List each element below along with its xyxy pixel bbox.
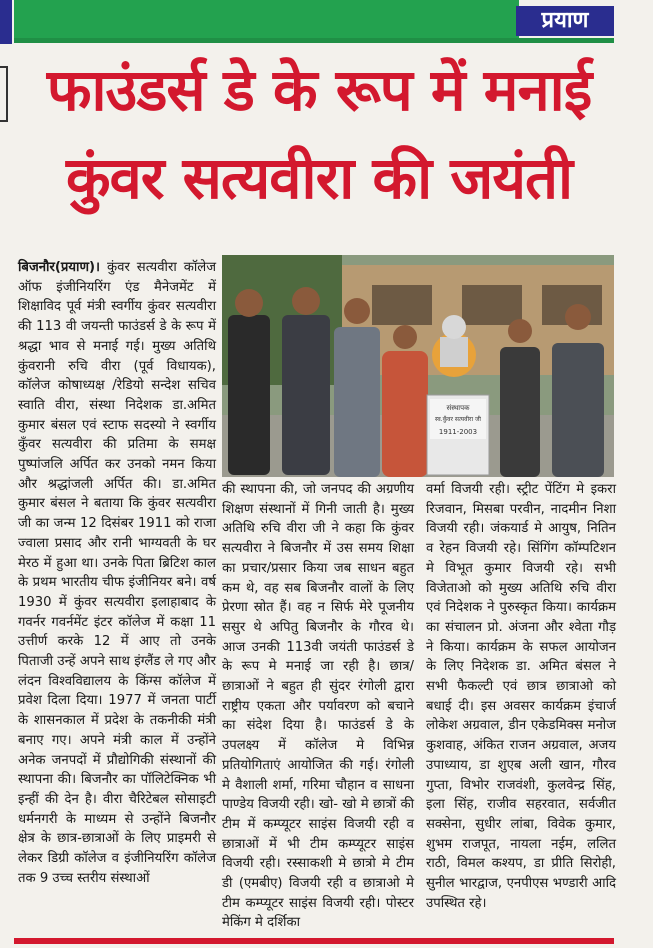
masthead-green-strip <box>14 0 519 38</box>
headline-line-2: कुंवर सत्यवीरा की जयंती <box>65 144 573 212</box>
headline-line-1: फाउंडर्स डे के रूप में मनाई <box>46 56 592 124</box>
column-bracket <box>0 66 8 122</box>
headline <box>14 46 624 222</box>
masthead-bar <box>0 0 653 44</box>
plaque-line-3: 1911-2003 <box>438 428 478 436</box>
article-column-3: वर्मा विजयी रही। स्ट्रीट पेंटिंग मे इकरा रिजवान, मिसबा परवीन, नादमीन निशा विजयी रही। जंकयार्ड मे आयुष, नितिन व रेहन विजयी रहे। सिंगिंग कॉम्पटिशन मे विभूत कुमार विजयी रहे। सभी विजेताओ को मुख्य अतिथि रुचि वीरा एवं निदेशक ने पुरुस्कृत किया। कार्यक्रम का संचालन प्रो. अंजना और श्वेता गौड़ ने किया। कार्यक्रम के सफल आयोजन के लिए निदेशक डा. अमित बंसल ने सभी फैकल्टी एवं छात्र छात्राओ को बधाई दी। इस अवसर कार्यक्रम इंचार्ज लोकेश अग्रवाल, डीन एकेडमिक्स मनोज कुशवाह, अंकित राजन अग्रवाल, अजय उपाध्याय, डा शुएब अली खान, गौरव गुप्ता, विभोर राजवंशी, कुलवेन्द्र सिंह, इला सिंह, राजीव सहरवात, सर्वजीत सक्सेना, सुधीर लांबा, विवेक कुमार, शुभम राजपूत, नायला नईम, ललित राठी, विमल कश्यप, डा प्रीति सिरोही, सुनील भारद्वाज, एनपीएस भण्डारी आदि उपस्थित रहे। <box>426 482 616 911</box>
event-photo <box>222 255 614 477</box>
plaque-line-2: स्व.कुँवर सत्यवीरा जी <box>435 416 481 423</box>
section-tag: प्रयाण <box>516 6 614 36</box>
article-column-2: की स्थापना की, जो जनपद की अग्रणीय शिक्षण संस्थानों में गिनी जाती है। मुख्य अतिथि रुचि वीरा जी ने कहा कि कुंवर सत्यवीरा ने बिजनौर में उस समय शिक्षा का प्रचार/प्रसार किया जब साधन बहुत कम थे, वह सब बिजनौर वालों के लिए प्रेरणा स्रोत हैं। वह न सिर्फ मेरे पूजनीय ससुर थे अपितु बिजनौर के गौरव थे। आज उनकी 113वी जयंती फाउंडर्स डे के रूप मे मनाई जा रही है। छात्र/छात्राओं ने बहुत ही सुंदर रंगोली द्वारा राष्ट्रीय एकता और पर्यावरण को बचाने का संदेश दिया है। फाउंडर्स डे के उपलक्ष्य में कॉलेज मे विभिन्न प्रतियोगिताएं आयोजित की गई। रंगोली मे वैशाली शर्मा, गरिमा चौहान व साधना पाण्डेय विजयी रही। खो- खो मे छात्रों की टीम में कम्प्यूटर साइंस विजयी रही व छात्राओं में भी टीम कम्प्यूटर साइंस विजयी रही। रस्साकशी मे छात्रो मे टीम डी (एमबीए) विजयी रही व छात्राओ मे टीम कम्प्यूटर साइंस विजयी रही। पोस्टर मेकिंग मे दर्शिका <box>222 482 414 931</box>
dateline: बिजनौर(प्रयाण)। <box>18 260 101 275</box>
masthead-rule <box>14 38 614 43</box>
bottom-rule <box>14 938 614 944</box>
event-photo-illustration <box>222 255 614 477</box>
plaque-line-1: संस्थापक <box>446 404 470 412</box>
masthead-left-strip <box>0 0 12 44</box>
article-column-1 <box>18 258 216 889</box>
article-text-1: कुंवर सत्यवीरा कॉलेज ऑफ इंजीनियरिंग एंड मैनेजमेंट में शिक्षाविद पूर्व मंत्री स्वर्गीय कुंवर सत्यवीरा की 113 वी जयन्ती फाउंडर्स डे के रूप में श्रद्धा भाव से मनाई गई। मुख्य अतिथि कुंवरानी रुचि वीरा (पूर्व विधायक), कॉलेज कोषाध्यक्ष /रेडियो सन्देश सचिव स्वाति वीरा, संस्था निदेशक डा.अमित कुमार बंसल एवं स्टाफ सदस्यो ने स्वर्गीय कुँवर सत्यवीरा की प्रतिमा के समक्ष पुष्पांजलि अर्पित कर उनको नमन किया और श्रद्धांजली अर्पित की। डा.अमित कुमार बंसल ने बताया कि कुंवर सत्यवीरा जी का जन्म 12 दिसंबर 1911 को राजा ज्वाला प्रसाद और रानी भाग्यवती के घर मेरठ में हुआ था। उनके पिता ब्रिटिश काल के प्रथम भारतीय चीफ इंजीनियर बने। वर्ष 1930 में कुंवर सत्यवीरा इलाहाबाद के गवर्नर गवर्नमेंट इंटर कॉलेज में कक्षा 11 उत्तीर्ण करके 12 में आए तो उनके पिताजी उन्हें अपने साथ इंग्लैंड ले गए और लंदन विश्वविद्यालय के किंग्स कॉलेज में प्रवेश दिला दिया। 1977 में जनता पार्टी के शासनकाल में प्रदेश के तकनीकी मंत्री बनाए गए। अपने मंत्री काल में उन्होंने अनेक जनपदों में प्रौद्योगिकी संस्थानों की स्थापना की। बिजनौर का पॉलिटेक्निक भी इन्हीं की देन है। वीरा चैरिटेबल सोसाइटी धर्मनगरी के माध्यम से उन्होंने बिजनौर क्षेत्र के छात्र-छात्राओं के लिए प्राइमरी से लेकर डिग्री कॉलेज व इंजीनियरिंग कॉलेज तक 9 उच्च स्तरीय संस्थाओं <box>18 260 216 886</box>
